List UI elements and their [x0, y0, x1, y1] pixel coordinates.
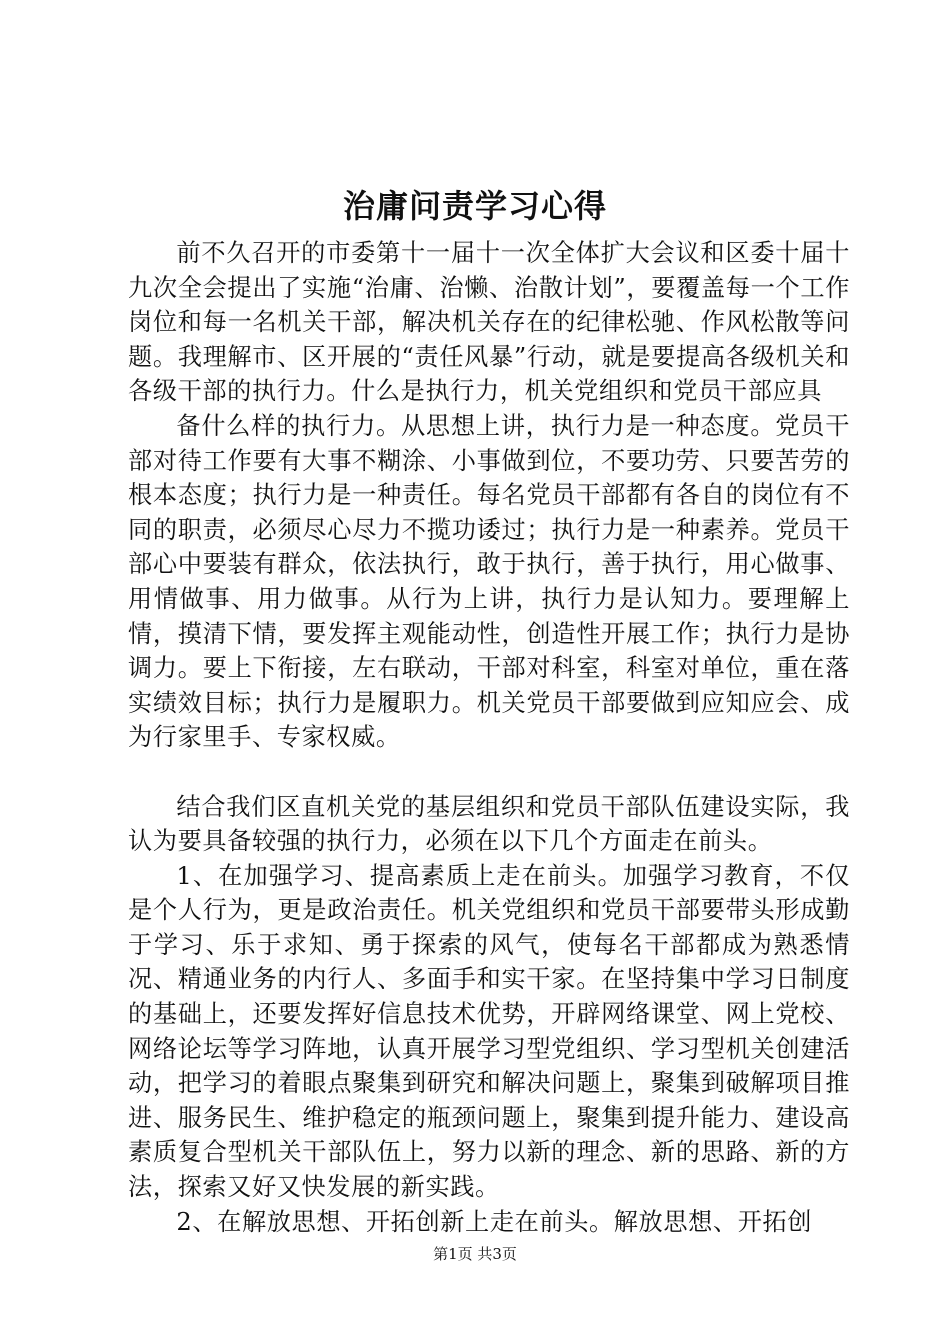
paragraph-point-2: 2、在解放思想、开拓创新上走在前头。解放思想、开拓创 [176, 1207, 813, 1236]
document-body [128, 236, 850, 1239]
paragraph-intro: 前不久召开的市委第十一届十一次全体扩大会议和区委十届十九次全会提出了实施“治庸、治懒、治散计划”，要覆盖每一个工作岗位和每一名机关干部，解决机关存在的纪律松驰、作风松散等问题。我理解市、区开展的“责任风暴”行动，就是要提高各级机关和各级干部的执行力。什么是执行力，机关党组织和党员干部应具 [128, 239, 850, 406]
paragraph-combination: 结合我们区直机关党的基层组织和党员干部队伍建设实际，我认为要具备较强的执行力，必须在以下几个方面走在前头。 [128, 792, 850, 856]
page-number-footer: 第1页 共3页 [433, 1245, 517, 1263]
paragraph-execution: 备什么样的执行力。从思想上讲，执行力是一种态度。党员干部对待工作要有大事不糊涂、小事做到位，不要功劳、只要苦劳的根本态度；执行力是一种责任。每名党员干部都有各自的岗位有不同的职责，必须尽心尽力不揽功诿过；执行力是一种素养。党员干部心中要装有群众，依法执行，敢于执行，善于执行，用心做事、用情做事、用力做事。从行为上讲，执行力是认知力。要理解上情，摸清下情，要发挥主观能动性，创造性开展工作；执行力是协调力。要上下衔接，左右联动，干部对科室，科室对单位，重在落实绩效目标；执行力是履职力。机关党员干部要做到应知应会、成为行家里手、专家权威。 [128, 411, 850, 752]
paragraph-point-1: 1、在加强学习、提高素质上走在前头。加强学习教育，不仅是个人行为，更是政治责任。机关党组织和党员干部要带头形成勤于学习、乐于求知、勇于探索的风气，使每名干部都成为熟悉情况、精通业务的内行人、多面手和实干家。在坚持集中学习日制度的基础上，还要发挥好信息技术优势，开辟网络课堂、网上党校、网络论坛等学习阵地，认真开展学习型党组织、学习型机关创建活动，把学习的着眼点聚集到研究和解决问题上，聚集到破解项目推进、服务民生、维护稳定的瓶颈问题上，聚集到提升能力、建设高素质复合型机关干部队伍上，努力以新的理念、新的思路、新的方法，探索又好又快发展的新实践。 [128, 861, 850, 1202]
document-title: 治庸问责学习心得 [342, 187, 607, 225]
